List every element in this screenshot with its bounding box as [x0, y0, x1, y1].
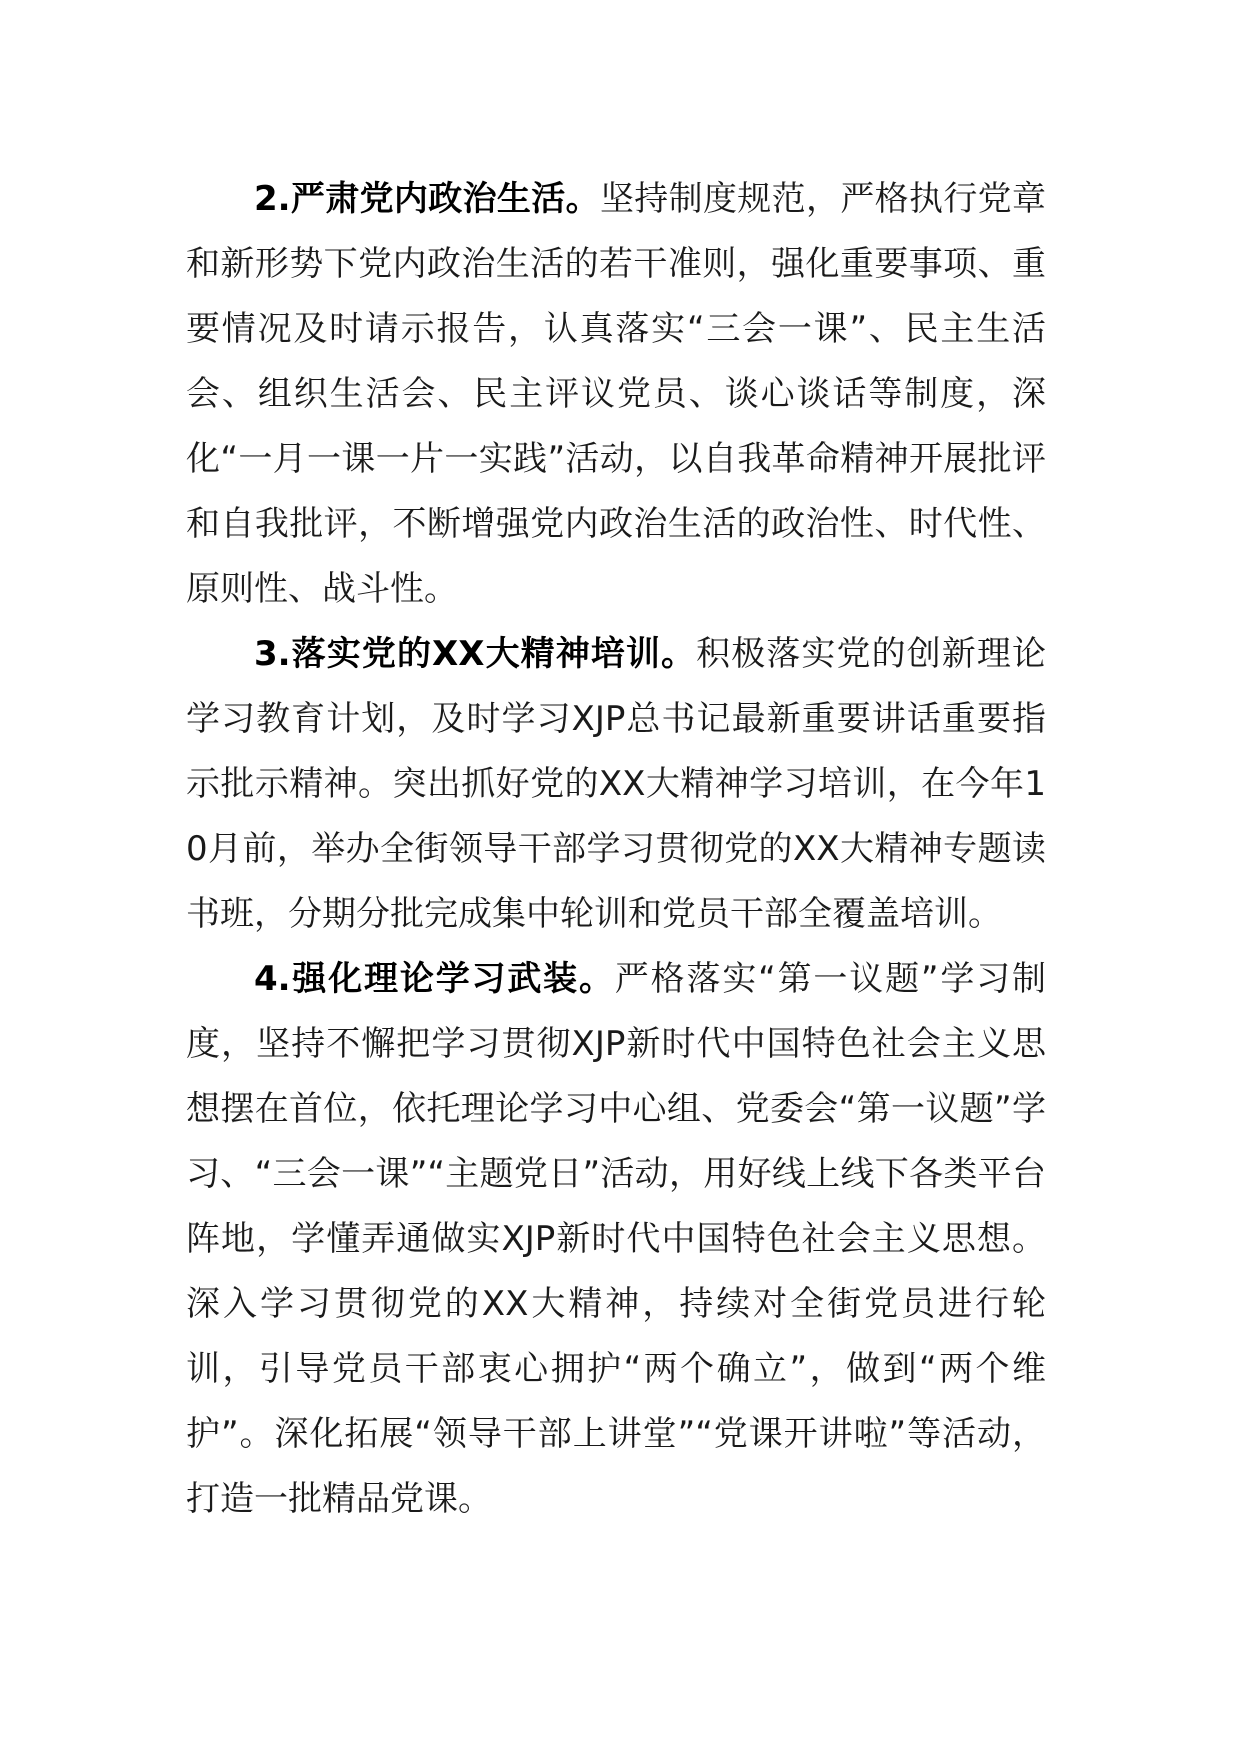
paragraph-text: 坚持制度规范，严格执行党章和新形势下党内政治生活的若干准则，强化重要事项、重要情况及时请示报告，认真落实“三会一课”、民主生活会、组织生活会、民主评议党员、谈心谈话等制度，深化“一月一课一片一实践”活动，以自我革命精神开展批评和自我批评，不断增强党内政治生活的政治性、时代性、原则性、战斗性。 [186, 179, 1047, 609]
paragraph-2 [186, 167, 1046, 622]
paragraph-heading: 3.落实党的XX大精神培训。 [254, 634, 697, 674]
paragraph-3 [186, 622, 1046, 947]
paragraph-heading: 4.强化理论学习武装。 [254, 959, 615, 999]
paragraph-text: 严格落实“第一议题”学习制度，坚持不懈把学习贯彻XJP新时代中国特色社会主义思想摆在首位，依托理论学习中心组、党委会“第一议题”学习、“三会一课”“主题党日”活动，用好线上线下各类平台阵地，学懂弄通做实XJP新时代中国特色社会主义思想。深入学习贯彻党的XX大精神，持续对全街党员进行轮训，引导党员干部衷心拥护“两个确立”，做到“两个维护”。深化拓展“领导干部上讲堂”“党课开讲啦”等活动，打造一批精品党课。 [186, 959, 1046, 1519]
paragraph-text: 积极落实党的创新理论学习教育计划，及时学习XJP总书记最新重要讲话重要指示批示精神。突出抓好党的XX大精神学习培训，在今年10月前，举办全街领导干部学习贯彻党的XX大精神专题读书班，分期分批完成集中轮训和党员干部全覆盖培训。 [186, 634, 1046, 934]
document-body [186, 167, 1046, 1532]
paragraph-heading: 2.严肃党内政治生活。 [254, 179, 600, 219]
paragraph-4 [186, 947, 1046, 1532]
